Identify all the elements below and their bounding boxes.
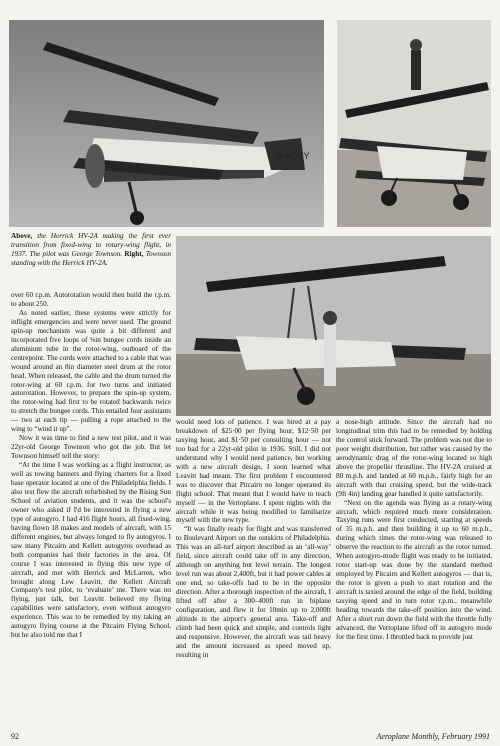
page-number: 92 xyxy=(11,732,19,741)
caption-lead-above: Above, xyxy=(11,232,33,240)
paragraph: “It was finally ready for flight and was transferred to Boulevard Airport on the outskirts of Philadelphia. This was an all-turf airport described as an ‘all-way’ field, since aircraft could take off in any direction, although on anything but level terrain. The longest level run was about 2,400ft, but it had power cables at one end, so take-offs had to be in the opposite direction. After a thorough inspection of the aircraft, I lifted off after a 300–400ft run in biplane configuration, and flew it for 10min up to 2,000ft altitude in the airport's general area. Take-off and climb had been quick and simple, and controls light and responsive. However, the aircraft was tail heavy and the amount increased as speed moved up, resulting in xyxy=(176,525,331,659)
caption-text-right: Townson standing with the Herrick HV-2A. xyxy=(11,249,171,267)
paragraph: “At the time I was working as a flight instructor, as well as towing banners and flying charters for a fixed base operator located at one of the Philadelphia fields. I also test flew the aircraft refurbished by the Rising Sun School of aviation students, and it was the school's owner who asked if I'd be interested in flying a new type of autogyro. I had 416 flight hours, all fixed-wing, having flown 18 makes and models of aircraft, with 15 different engines, but always longed to fly autogyros. I saw many Pitcairn and Kellett autogyros overhead as both companies had their factories in the area. Of course I was interested in flying this new type of aircraft, and met with Herrick and McLarren, who brought along Lew Leavitt, the Kellett Aircraft Company's test pilot, to ‘evaluate’ me. There was no flying, just talk, but Leavitt believed my flying capabilities were satisfactory, even without autogyro experience. This was to be remedied by my taking an autogyro flying course at the Pitcairn Flying School, but he also told me that I xyxy=(11,461,171,640)
paragraph: would need lots of patience. I was hired at a pay breakdown of $25·00 per flying hour, $12·50 per taxying hour, and $1·50 per consulting hour — not too bad for a 22yr-old pilot in 1936. Still, I did not understand why I would need patience, but working with a new aircraft design, I soon learned what Leavitt had meant. The first problem I encountered was to discover that Pitcairn no longer operated its flight school. That meant that I would have to teach myself — in the Vertoplane. I spent nights with the aircraft while it was being modified to familiarize myself with the new type. xyxy=(176,418,331,525)
publication-footer: Aeroplane Monthly, February 1991 xyxy=(376,732,490,741)
paragraph: As noted earlier, these systems were strictly for inflight emergencies and were never used. The ground spin-up mechanism was quite a bit different and incorporated five loops of ⅝in bungee cords inside an aluminium tube in the rotor-wing, outboard of the centrepoint. The cords were attached to a cable that was wound around an 8in diameter steel drum at the rotor head. When released, the cable and the drum turned the rotor-wing at 60 r.p.m. for two turns and initiated autorotation. However, to prepare the spin-up system, the rotor-wing had first to be rotated backwards twice to stretch the bungee cords. This entailed four assistants — two at each tip — pulling a rope attached to the wing to “wind it up”. xyxy=(11,308,171,434)
paragraph: over 60 r.p.m. Autorotation would then build the r.p.m. to about 250. xyxy=(11,291,171,308)
article-column-2 xyxy=(176,418,331,729)
photo-caption xyxy=(11,232,171,268)
article-column-3 xyxy=(336,418,492,729)
paragraph: Now it was time to find a new test pilot, and it was 22yr-old George Townson who got the job. But let Townson himself tell the story: xyxy=(11,434,171,461)
paragraph: “Next on the agenda was flying as a rotary-wing aircraft, which required much more consideration. Taxying runs were first conducted, starting at speeds of 35 m.p.h. and then building it up to 60 m.p.h., during which times the rotor-wing was released to observe the reaction to the aircraft as the rotor turned. When autogyro-mode flight was ready to be initiated, rotor start-up was done by the standard method employed by Pitcairn and Kellett autogyros — that is, the rotor is given a push to start rotation and the aircraft is taxied around the edge of the field, building taxying speed and in turn rotor r.p.m., meanwhile heading towards the take-off position into the wind. After a short run down the field with the throttle fully advanced, the Vertoplane lifted off in autogyro mode for the first time. I throttled back to provide just xyxy=(336,498,492,641)
photo-herrick-in-flight xyxy=(9,20,324,227)
aircraft-registration: G-ADBY xyxy=(275,151,310,161)
article-column-1 xyxy=(11,291,171,728)
paragraph: a nose-high attitude. Since the aircraft had no longitudinal trim this had to be remedied by holding the control stick forward. The problem was not due to poor weight distribution, but rather was caused by the aerodynamic drag of the rotor-wing located so high above the propeller thrustline. The HV-2A cruised at 80 m.p.h. and landed at 60 m.p.h., fairly high for an aircraft with that cruising speed, but the wide-track (9ft 4in) landing gear handled it quite satisfactorily. xyxy=(336,418,492,498)
photo-herrick-on-ground xyxy=(176,236,491,416)
caption-lead-right: Right, xyxy=(124,249,144,258)
photo-townson-standing xyxy=(337,20,491,227)
caption-text-above: the Herrick HV-2A making the first ever transition from fixed-wing to rotary-wing flight, in 1937. The pilot was George Townson. xyxy=(11,232,171,258)
